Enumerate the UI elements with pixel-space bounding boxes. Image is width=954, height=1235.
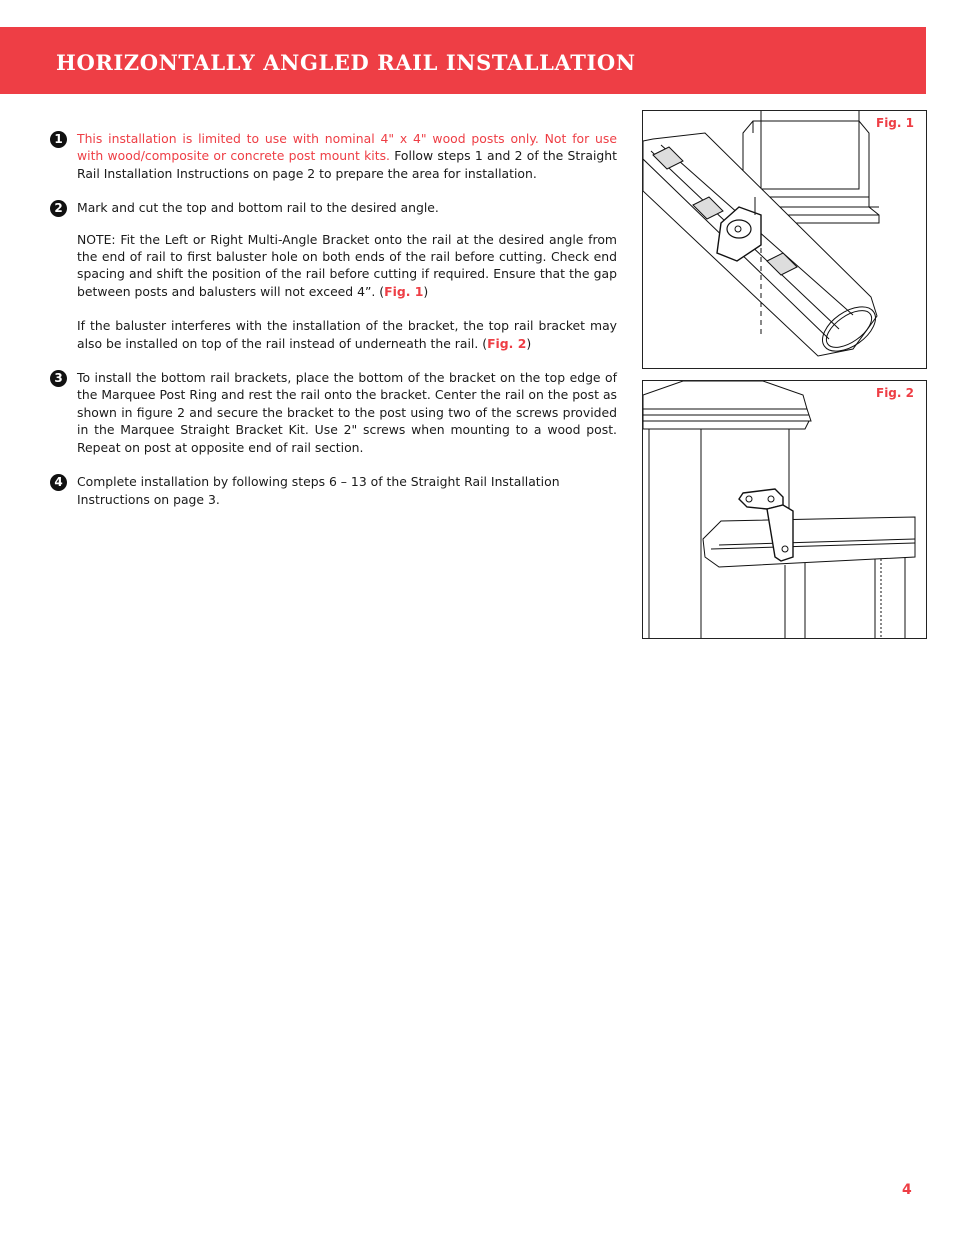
fig-2-reference-link[interactable]: Fig. 2 [487,335,527,351]
figure-1-label: Fig. 1 [873,115,914,131]
warning-text: This installation is limited to use with nominal 4" x 4" wood posts only. Not for use with wood/composite or concrete post mount kits. [77,131,617,164]
step-text: Complete installation by following steps 6 – 13 of the Straight Rail Installation Instructions on page 3. [77,474,560,507]
step-number-badge: 3 [50,370,67,387]
step-number-badge: 2 [50,200,67,217]
post-bracket-illustration [643,381,926,638]
step-text [77,130,617,182]
rail-bracket-illustration [643,111,926,368]
figure-2-label: Fig. 2 [873,385,914,401]
step-text: To install the bottom rail brackets, place the bottom of the bracket on the top edge of the Marquee Post Ring and rest the rail onto the bracket. Center the rail on the post as shown in figure 2 and secure the bracket to the post using two of the screws provided in the Marquee Straight Bracket Kit. Use 2" screws when mounting to a wood post. Repeat on post at opposite end of rail section. [77,370,617,455]
page-title: HORIZONTALLY ANGLED RAIL INSTALLATION [56,50,636,75]
note-text-end: ) [423,283,429,299]
step-3 [50,369,617,456]
step-text: Mark and cut the top and bottom rail to the desired angle. [77,200,439,216]
title-banner [0,27,926,94]
step-number-badge: 1 [50,131,67,148]
note-text: NOTE: Fit the Left or Right Multi-Angle Bracket onto the rail at the desired angle from the end of rail to first baluster hole on both ends of the rail before cutting. Check end spacing and shift the position of the rail before cutting if required. Ensure that the gap between posts and balusters will not exceed 4”. ( [77,231,617,299]
note-paragraph [77,317,617,352]
note-text: If the baluster interferes with the installation of the bracket, the top rail bracket may also be installed on top of the rail instead of underneath the rail. ( [77,318,617,351]
step-4 [50,473,617,508]
step-number-badge: 4 [50,474,67,491]
page-number: 4 [902,1182,912,1198]
step-body: Follow steps 1 and 2 of the Straight Rail Installation Instructions on page 2 to prepare the area for installation. [77,148,617,181]
figure-2 [642,380,927,639]
instructions [50,130,617,508]
note-text-end: ) [526,335,532,351]
step-2 [50,199,617,352]
note-paragraph [77,231,617,301]
figure-1 [642,110,927,369]
fig-1-reference-link[interactable]: Fig. 1 [384,283,424,299]
step-1 [50,130,617,182]
